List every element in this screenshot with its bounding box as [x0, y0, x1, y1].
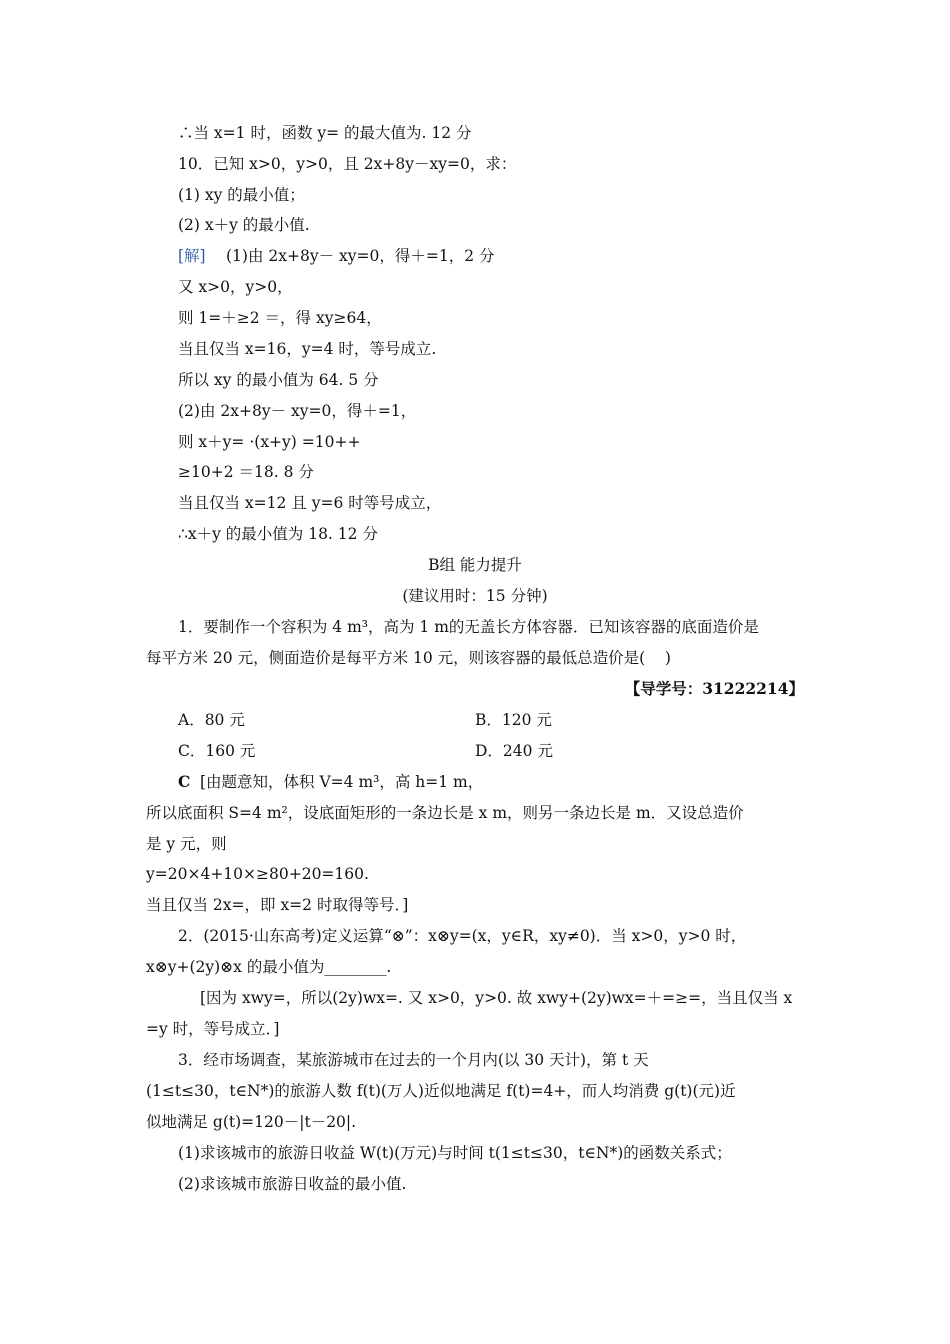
problem-10-part-1: (1) xy 的最小值；	[178, 186, 305, 204]
problem-3-part-2: (2)求该城市旅游日收益的最小值.	[178, 1175, 407, 1193]
text-line: y=20×4+10×≥80+20=160.	[146, 865, 369, 883]
problem-10-part-2: (2) x＋y 的最小值.	[178, 216, 310, 234]
option-d: D．240 元	[475, 742, 553, 760]
text-line: 当且仅当 x=16，y=4 时，等号成立.	[178, 340, 437, 358]
section-heading: B组 能力提升	[428, 556, 522, 574]
text-line: ≥10+2 ＝18. 8 分	[178, 463, 314, 481]
suggested-time: (建议用时：15 分钟)	[402, 587, 548, 605]
text-line: 是 y 元，则	[146, 835, 227, 853]
problem-1-statement-cont: 每平方米 20 元，侧面造价是每平方米 10 元，则该容器的最低总造价是( )	[146, 649, 671, 667]
text-line: ∴当 x=1 时，函数 y= 的最大值为. 12 分	[178, 124, 472, 142]
text-line: 所以 xy 的最小值为 64. 5 分	[178, 371, 379, 389]
text-line: ∴x＋y 的最小值为 18. 12 分	[178, 525, 378, 543]
problem-3-statement: 3．经市场调查，某旅游城市在过去的一个月内(以 30 天计)，第 t 天	[178, 1051, 649, 1069]
text-line: (2)由 2x+8y－ xy=0，得＋=1，	[178, 402, 417, 420]
text-line: 又 x>0，y>0，	[178, 278, 293, 296]
option-c: C．160 元	[178, 742, 256, 760]
text-line: 当且仅当 x=12 且 y=6 时等号成立，	[178, 494, 442, 512]
problem-2-statement: 2．(2015·山东高考)定义运算“⊗”：x⊗y=(x，y∈R，xy≠0)．当 x>0，y>0 时，	[178, 927, 747, 945]
problem-10-statement: 10．已知 x>0，y>0，且 2x+8y－xy=0，求：	[178, 155, 517, 173]
text-line: 当且仅当 2x=，即 x=2 时取得等号．]	[146, 896, 409, 914]
option-b: B．120 元	[475, 711, 552, 729]
text-line: =y 时，等号成立．]	[146, 1020, 280, 1038]
text-line: [因为 xwy=，所以(2y)wx=. 又 x>0，y>0. 故 xwy+(2y)wx=＋=≥=，当且仅当 x	[200, 989, 793, 1007]
problem-2-statement-cont: x⊗y+(2y)⊗x 的最小值为________.	[146, 958, 392, 976]
guide-number: 【导学号：31222214】	[624, 679, 804, 698]
option-a: A．80 元	[178, 711, 245, 729]
problem-3-part-1: (1)求该城市的旅游日收益 W(t)(万元)与时间 t(1≤t≤30，t∈N*)的函数关系式；	[178, 1144, 732, 1162]
text-line: 所以底面积 S=4 m²，设底面矩形的一条边长是 x m，则另一条边长是 m．又设总造价	[146, 804, 744, 822]
problem-1-statement: 1．要制作一个容积为 4 m³，高为 1 m的无盖长方体容器．已知该容器的底面造价是	[178, 618, 759, 636]
problem-3-statement-cont: 似地满足 g(t)=120－|t－20|.	[146, 1113, 357, 1131]
text-line: (1)由 2x+8y－ xy=0，得＋=1，2 分	[226, 247, 495, 265]
text-line: 则 x＋y= ·(x+y) =10++	[178, 433, 361, 451]
text-line: 则 1=＋≥2 ＝，得 xy≥64，	[178, 309, 382, 327]
solution-label: [解]	[178, 247, 206, 265]
problem-3-statement-cont: (1≤t≤30，t∈N*)的旅游人数 f(t)(万人)近似地满足 f(t)=4+，而人均消费 g(t)(元)近	[146, 1082, 736, 1100]
text-line: [由题意知，体积 V=4 m³，高 h=1 m，	[200, 773, 484, 791]
answer-letter: C	[178, 772, 191, 791]
